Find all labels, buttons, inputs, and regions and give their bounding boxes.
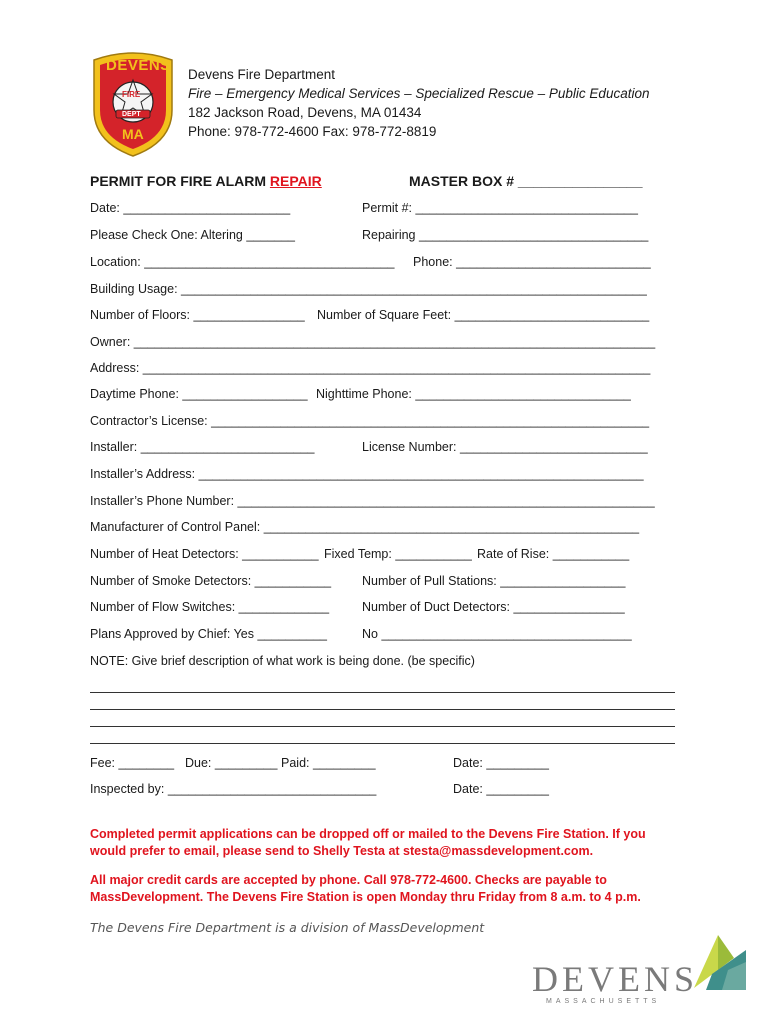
devens-logo-subtitle: MASSACHUSETTS — [546, 998, 661, 1005]
description-line[interactable] — [90, 692, 675, 693]
inspection-date-field[interactable]: Date: _________ — [453, 782, 549, 796]
master-box-field[interactable]: MASTER BOX # ________________ — [409, 173, 643, 189]
badge-top-text: DEVENS — [106, 57, 171, 74]
drop-off-notice: Completed permit applications can be dropped off or mailed to the Devens Fire Station. If you would prefer to email, please send to Shelly Testa at stesta@massdevelopment.com. — [90, 827, 646, 858]
dept-phone: Phone: 978-772-4600 Fax: 978-772-8819 — [188, 124, 437, 139]
dept-services: Fire – Emergency Medical Services – Specialized Rescue – Public Education — [188, 86, 650, 101]
repairing-field[interactable]: Repairing _________________________________ — [362, 228, 649, 242]
inspected-by-field[interactable]: Inspected by: ______________________________ — [90, 782, 377, 796]
daytime-phone-field[interactable]: Daytime Phone: __________________ — [90, 387, 308, 401]
badge-dept-text: DEPT — [122, 111, 141, 118]
flow-switches-field[interactable]: Number of Flow Switches: _____________ — [90, 600, 330, 614]
due-field[interactable]: Due: _________ — [185, 756, 278, 770]
nighttime-phone-field[interactable]: Nighttime Phone: _______________________________ — [316, 387, 631, 401]
pull-stations-field[interactable]: Number of Pull Stations: __________________ — [362, 574, 626, 588]
heat-detectors-field[interactable]: Number of Heat Detectors: ___________ — [90, 547, 319, 561]
building-usage-field[interactable]: Building Usage: ___________________________________________________________________ — [90, 282, 647, 296]
paid-field[interactable]: Paid: _________ — [281, 756, 376, 770]
description-line[interactable] — [90, 743, 675, 744]
description-note: NOTE: Give brief description of what work is being done. (be specific) — [90, 654, 475, 668]
permit-number-field[interactable]: Permit #: ________________________________ — [362, 201, 638, 215]
badge-fire-text: FIRE — [122, 90, 141, 99]
date-field[interactable]: Date: ________________________ — [90, 201, 291, 215]
smoke-detectors-field[interactable]: Number of Smoke Detectors: ___________ — [90, 574, 332, 588]
duct-detectors-field[interactable]: Number of Duct Detectors: ________________ — [362, 600, 625, 614]
installer-field[interactable]: Installer: _________________________ — [90, 440, 315, 454]
description-line[interactable] — [90, 726, 675, 727]
rate-of-rise-field[interactable]: Rate of Rise: ___________ — [477, 547, 630, 561]
fee-field[interactable]: Fee: ________ — [90, 756, 175, 770]
devens-logo-word: DEVENS — [532, 959, 698, 999]
dept-name: Devens Fire Department — [188, 67, 336, 82]
badge-bottom-text: MA — [122, 126, 144, 142]
installer-phone-field[interactable]: Installer’s Phone Number: ____________________________________________________________ — [90, 494, 655, 508]
dept-address: 182 Jackson Road, Devens, MA 01434 — [188, 105, 422, 120]
plans-approved-no-field[interactable]: No ____________________________________ — [362, 627, 632, 641]
contractor-license-field[interactable]: Contractor’s License: _______________________________________________________________ — [90, 414, 650, 428]
credit-card-notice: All major credit cards are accepted by phone. Call 978-772-4600. Checks are payable to MassDevelopment. The Devens Fire Station is open Monday thru Friday from 8 a.m. to 4 p.m. — [90, 873, 641, 904]
license-number-field[interactable]: License Number: ___________________________ — [362, 440, 648, 454]
plans-approved-yes-field[interactable]: Plans Approved by Chief: Yes __________ — [90, 627, 327, 641]
division-footer: The Devens Fire Department is a division of MassDevelopment — [90, 920, 485, 935]
location-phone-field[interactable]: Phone: ____________________________ — [413, 255, 651, 269]
fixed-temp-field[interactable]: Fixed Temp: ___________ — [324, 547, 472, 561]
location-field[interactable]: Location: ____________________________________ — [90, 255, 395, 269]
owner-field[interactable]: Owner: ___________________________________________________________________________ — [90, 335, 656, 349]
manufacturer-field[interactable]: Manufacturer of Control Panel: ______________________________________________________ — [90, 520, 640, 534]
installer-address-field[interactable]: Installer’s Address: ________________________________________________________________ — [90, 467, 644, 481]
header-text-block — [188, 65, 649, 141]
description-line[interactable] — [90, 709, 675, 710]
floors-field[interactable]: Number of Floors: ________________ — [90, 308, 305, 322]
permit-title: PERMIT FOR FIRE ALARM REPAIR — [90, 173, 322, 189]
fire-dept-badge-logo — [86, 50, 180, 158]
address-field[interactable]: Address: _________________________________________________________________________ — [90, 361, 651, 375]
permit-title-repair: REPAIR — [269, 173, 322, 189]
altering-field[interactable]: Please Check One: Altering _______ — [90, 228, 295, 242]
fee-date-field[interactable]: Date: _________ — [453, 756, 549, 770]
devens-logo — [530, 930, 752, 1010]
square-feet-field[interactable]: Number of Square Feet: ____________________________ — [317, 308, 650, 322]
